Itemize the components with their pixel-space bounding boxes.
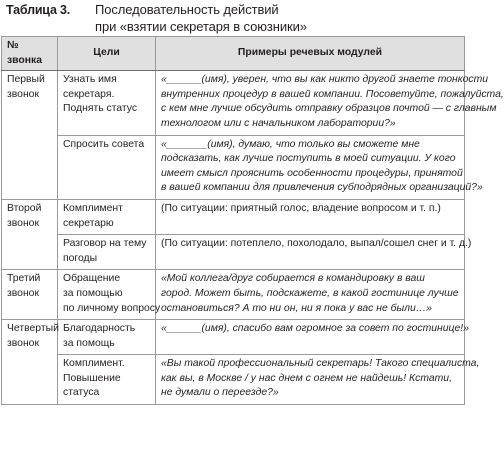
example-line: как вы, в Москве / у нас днем с огнем не найдешь! Кстати, xyxy=(161,372,452,384)
example-cell xyxy=(156,320,469,355)
goal-line: Комплимент xyxy=(63,202,123,214)
example-line: остановиться? А то ни он, ни я пока у вас не были…» xyxy=(161,302,432,314)
goal-line: Обращение xyxy=(63,273,121,285)
table-row xyxy=(2,199,465,234)
example-cell xyxy=(156,135,483,199)
example-line: город. Может быть, подскажете, в какой гостинице лучше xyxy=(161,287,459,299)
table-row xyxy=(2,71,465,135)
table-row xyxy=(2,270,465,320)
example-line: имеет смысл прояснить особенности процедуры, принятой xyxy=(161,167,463,179)
call-number-line: Третий xyxy=(7,273,41,285)
goal-line: по личному вопросу xyxy=(63,302,161,314)
goal-cell xyxy=(58,71,156,135)
goal-line: за помощью xyxy=(63,287,123,299)
goal-cell xyxy=(58,355,156,405)
call-number-line: Второй xyxy=(7,202,42,214)
example-line: технологом или с начальником лаборатории?» xyxy=(161,117,396,129)
goal-line: Комплимент. xyxy=(63,358,125,370)
example-cell xyxy=(156,71,504,135)
call-number-cell xyxy=(2,199,58,269)
table-body xyxy=(2,71,504,405)
example-line: внутренних процедур в вашей компании. Посоветуйте, пожалуйста, xyxy=(161,88,504,100)
goal-line: секретаря. xyxy=(63,88,115,100)
table-row xyxy=(2,320,465,355)
calls-table xyxy=(1,36,504,405)
header-examples: Примеры речевых модулей xyxy=(156,37,465,71)
example-line: (По ситуации: приятный голос, владение вопросом и т. п.) xyxy=(161,202,441,214)
example-line: с кем мне лучше обсудить отправку образцов почтой — с главным xyxy=(161,103,497,115)
goal-line: за помощь xyxy=(63,337,115,349)
goal-cell xyxy=(58,320,156,355)
example-line: в вашей компании для привлечения субподрядных организаций?» xyxy=(161,182,483,194)
header-call-number: № звонка xyxy=(2,37,58,71)
goal-cell xyxy=(58,199,156,234)
example-line: «Мой коллега/друг собирается в командировку в ваш xyxy=(161,273,425,285)
table-title-line-2: при «взятии секретаря в союзники» xyxy=(95,18,307,34)
call-number-line: звонок xyxy=(7,217,40,229)
goal-line: Узнать имя xyxy=(63,74,117,86)
goal-cell xyxy=(58,270,161,320)
goal-cell xyxy=(58,235,156,270)
example-cell xyxy=(156,270,465,320)
goal-cell xyxy=(58,135,156,199)
example-cell xyxy=(156,235,472,270)
example-line: «_______(имя), думаю, что только вы сможете мне xyxy=(161,138,420,150)
call-number-line: звонок xyxy=(7,337,40,349)
goal-line: секретарю xyxy=(63,217,114,229)
header-row xyxy=(2,37,465,71)
call-number-cell xyxy=(2,320,58,405)
table-row xyxy=(2,235,465,270)
goal-line: погоды xyxy=(63,252,98,264)
goal-line: Повышение xyxy=(63,372,121,384)
table-caption xyxy=(6,0,461,36)
goal-line: Разговор на тему xyxy=(63,238,147,250)
example-line: подсказать, как лучше поступить в моей ситуации. У кого xyxy=(161,153,456,165)
example-line: не думали о переезде?» xyxy=(161,387,279,399)
table-row xyxy=(2,355,465,405)
example-cell xyxy=(156,355,480,405)
call-number-cell xyxy=(2,270,58,320)
table-title xyxy=(95,2,307,35)
call-number-line: звонок xyxy=(7,88,40,100)
call-number-line: Четвертый xyxy=(7,323,59,335)
example-line: «Вы такой профессиональный секретарь! Такого специалиста, xyxy=(161,358,480,370)
table-number: Таблица 3. xyxy=(6,3,70,17)
call-number-line: Первый xyxy=(7,74,45,86)
example-line: (По ситуации: потеплело, похолодало, выпал/сошел снег и т. д.) xyxy=(161,238,472,250)
table-title-line-1: Последовательность действий xyxy=(95,2,279,17)
table-row xyxy=(2,135,465,199)
call-number-cell xyxy=(2,71,58,200)
goal-line: статуса xyxy=(63,387,100,399)
goal-line: Благодарность xyxy=(63,323,136,335)
call-number-line: звонок xyxy=(7,287,40,299)
table-header xyxy=(2,37,465,71)
example-cell xyxy=(156,199,465,234)
example-line: «______(имя), уверен, что вы как никто другой знаете тонкости xyxy=(161,74,489,86)
goal-line: Поднять статус xyxy=(63,103,138,115)
goal-line: Спросить совета xyxy=(63,138,145,150)
example-line: «______(имя), спасибо вам огромное за совет по гостинице!» xyxy=(161,323,469,335)
header-goals: Цели xyxy=(58,37,156,71)
